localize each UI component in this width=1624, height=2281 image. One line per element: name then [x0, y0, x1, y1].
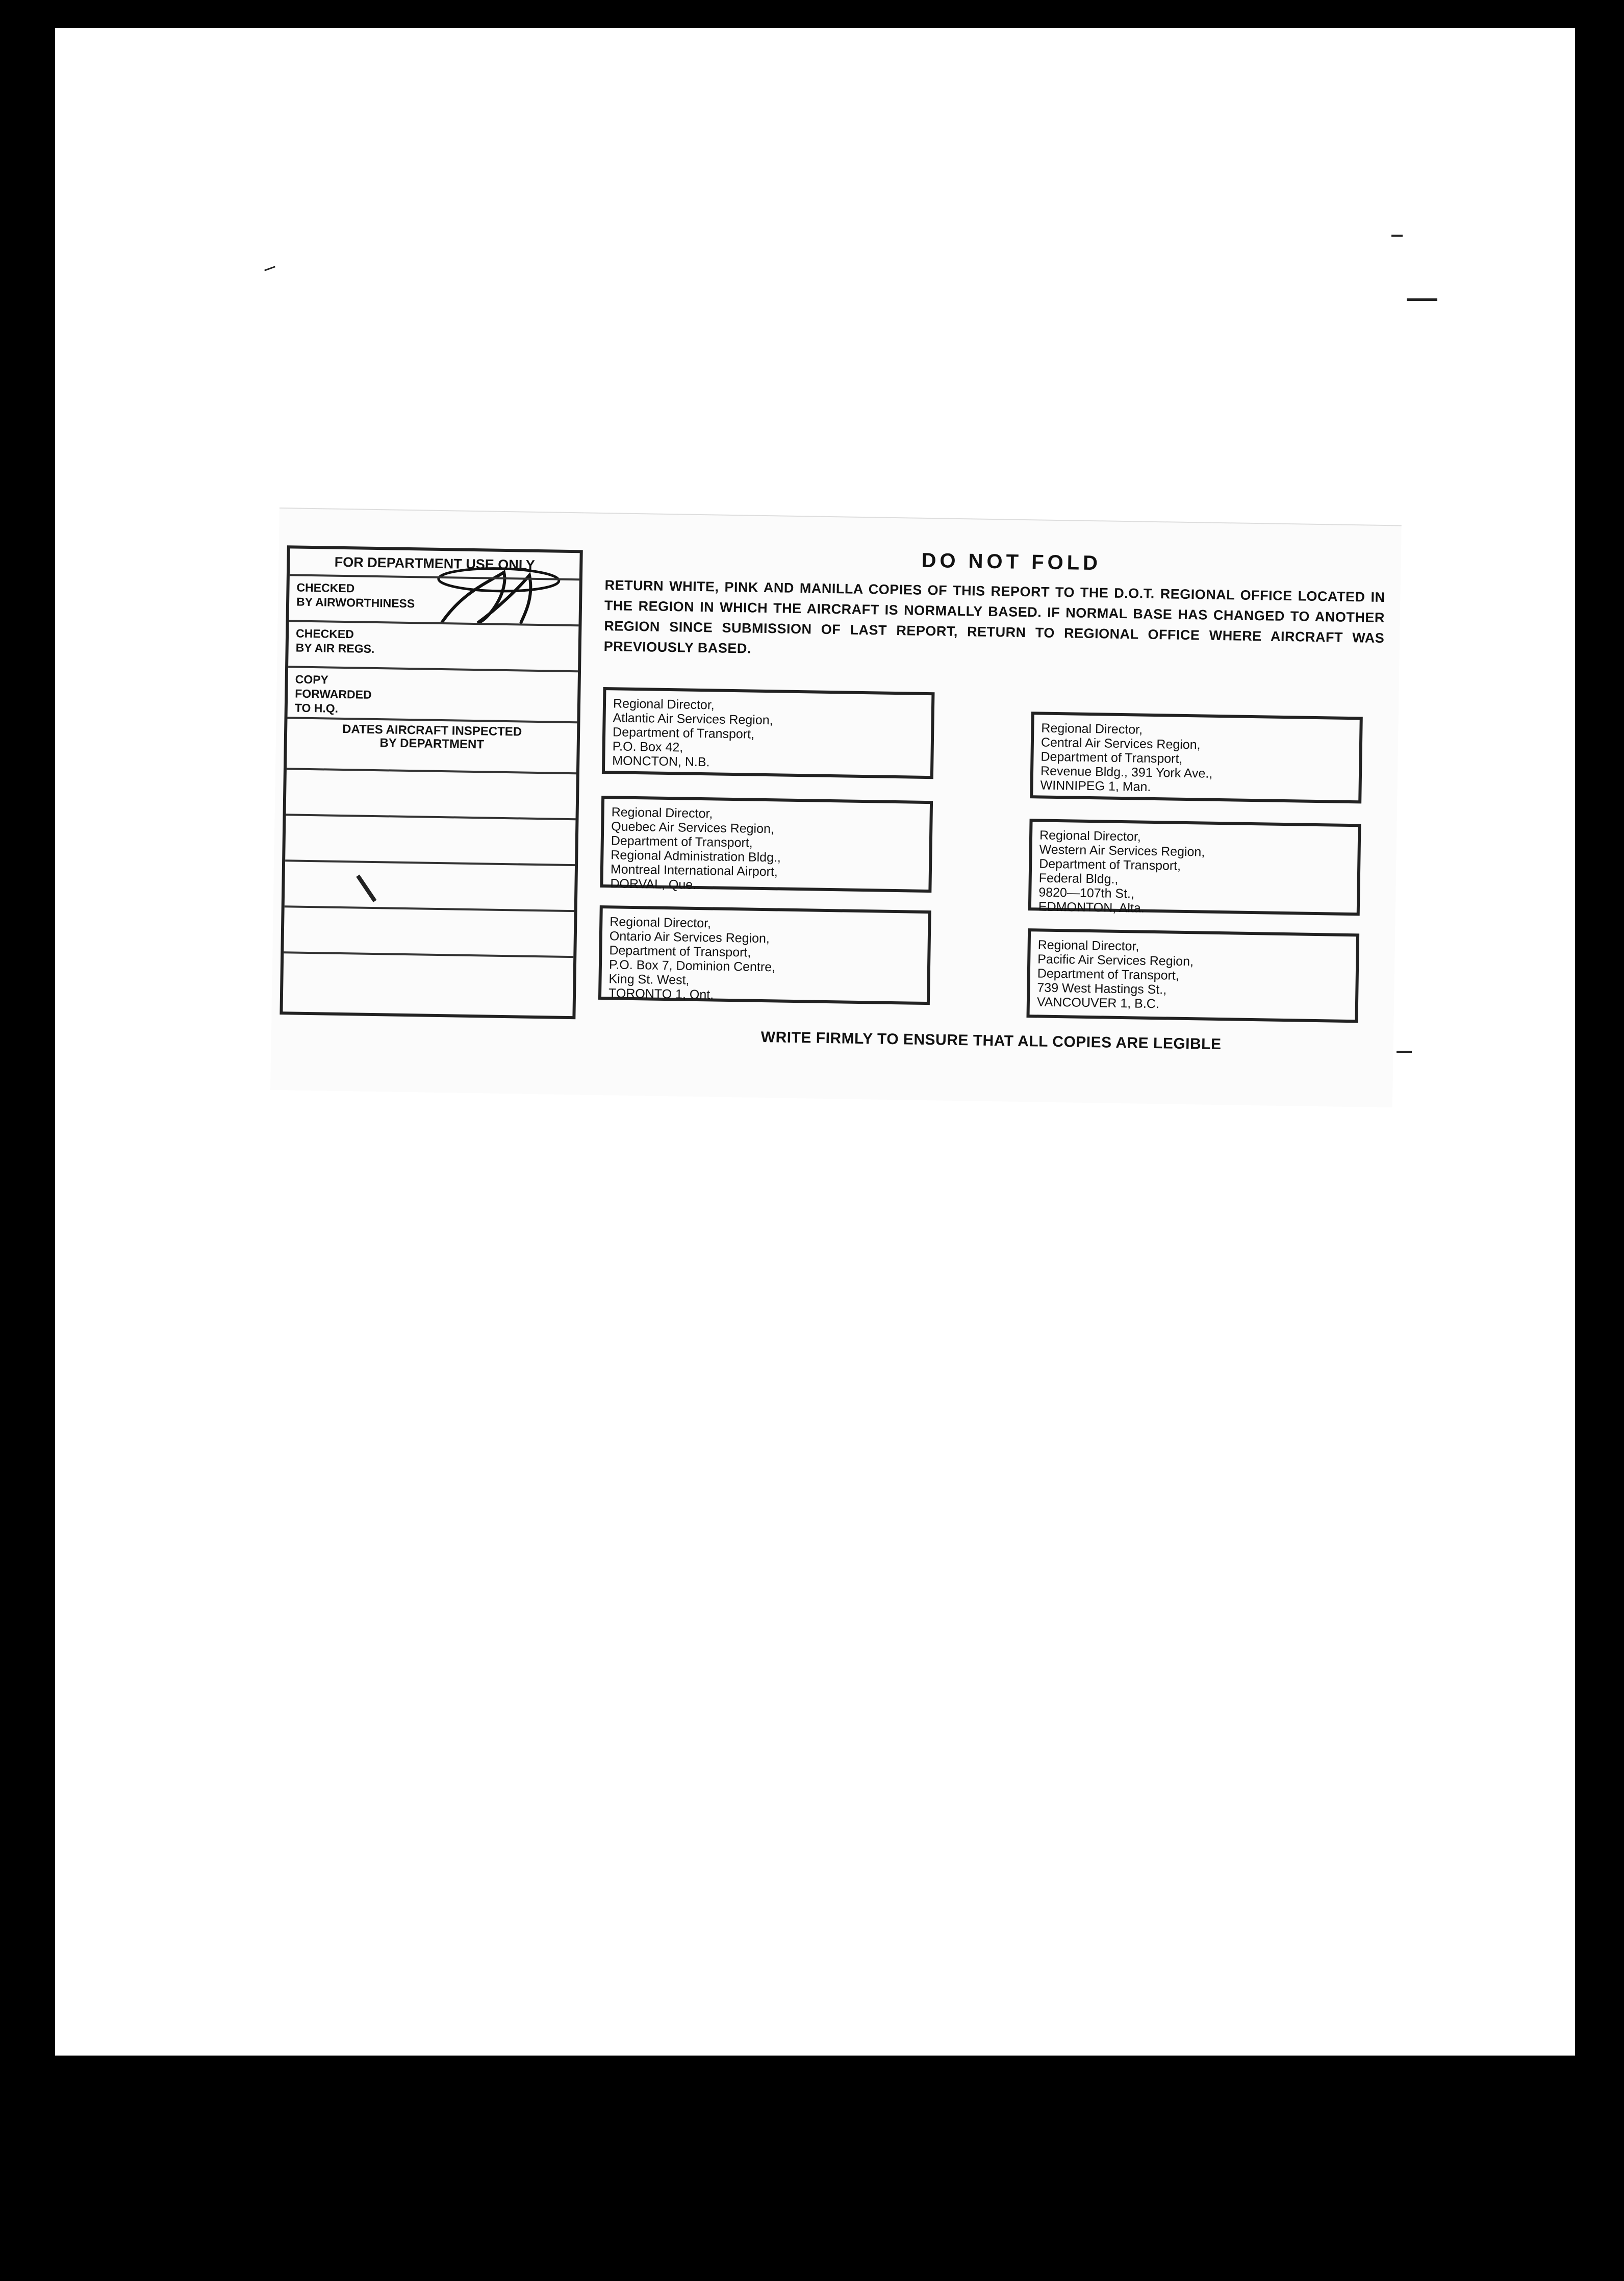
scan-mark: [1407, 298, 1437, 301]
checked-air-regs-row: [288, 620, 578, 670]
scan-mark: [1397, 1051, 1412, 1053]
scanned-page: [55, 28, 1575, 2056]
western-region-address: Regional Director, Western Air Services Region, Department of Transport, Federal Bldg., 9820—107th St., EDMONTON, Alta.: [1028, 819, 1361, 916]
inspection-date-row: [283, 951, 573, 1002]
dates-inspected-label: DATES AIRCRAFT INSPECTED BY DEPARTMENT: [342, 722, 522, 752]
checked-airworthiness-label: CHECKED BY AIRWORTHINESS: [296, 580, 415, 611]
inspection-date-row: [286, 768, 576, 818]
return-instructions: RETURN WHITE, PINK AND MANILLA COPIES OF THIS REPORT TO THE D.O.T. REGIONAL OFFICE LOCATED IN THE REGION IN WHICH THE AIRCRAFT IS NORMALLY BASED. IF NORMAL BASE HAS CHANGED TO ANOTHER REGION SINCE SUBMISSION OF LAST REPORT, RETURN TO REGIONAL OFFICE WHERE AIRCRAFT WAS PREVIOUSLY BASED.: [603, 577, 1385, 656]
department-panel-title: FOR DEPARTMENT USE ONLY: [334, 554, 536, 573]
checked-airworthiness-row: [289, 574, 579, 624]
dates-inspected-row: [287, 717, 577, 772]
quebec-region-address: Regional Director, Quebec Air Services Region, Department of Transport, Regional Administration Bldg., Montreal International Airport, DORVAL, Que.: [600, 796, 933, 893]
department-use-panel: [280, 545, 582, 1019]
checked-air-regs-label: CHECKED BY AIR REGS.: [295, 626, 375, 655]
pacific-region-address: Regional Director, Pacific Air Services Region, Department of Transport, 739 West Hastings St., VANCOUVER 1, B.C.: [1026, 928, 1359, 1023]
legibility-notice: WRITE FIRMLY TO ENSURE THAT ALL COPIES ARE LEGIBLE: [760, 1028, 1222, 1053]
atlantic-region-address: Regional Director, Atlantic Air Services Region, Department of Transport, P.O. Box 42, MONCTON, N.B.: [602, 687, 935, 779]
copy-forwarded-row: [288, 666, 578, 721]
inspection-date-row: [284, 905, 574, 956]
inspection-date-row: [285, 814, 575, 864]
copy-forwarded-label: COPY FORWARDED TO H.Q.: [294, 672, 372, 715]
scan-mark: [1391, 235, 1403, 237]
do-not-fold-heading: DO NOT FOLD: [921, 549, 1102, 575]
report-card: [270, 508, 1402, 1107]
ontario-region-address: Regional Director, Ontario Air Services Region, Department of Transport, P.O. Box 7, Dominion Centre, King St. West, TORONTO 1, Ont.: [598, 905, 931, 1005]
central-region-address: Regional Director, Central Air Services Region, Department of Transport, Revenue Bldg., 391 York Ave., WINNIPEG 1, Man.: [1030, 712, 1363, 803]
inspection-date-row: [285, 859, 575, 910]
scan-mark: [264, 266, 275, 271]
